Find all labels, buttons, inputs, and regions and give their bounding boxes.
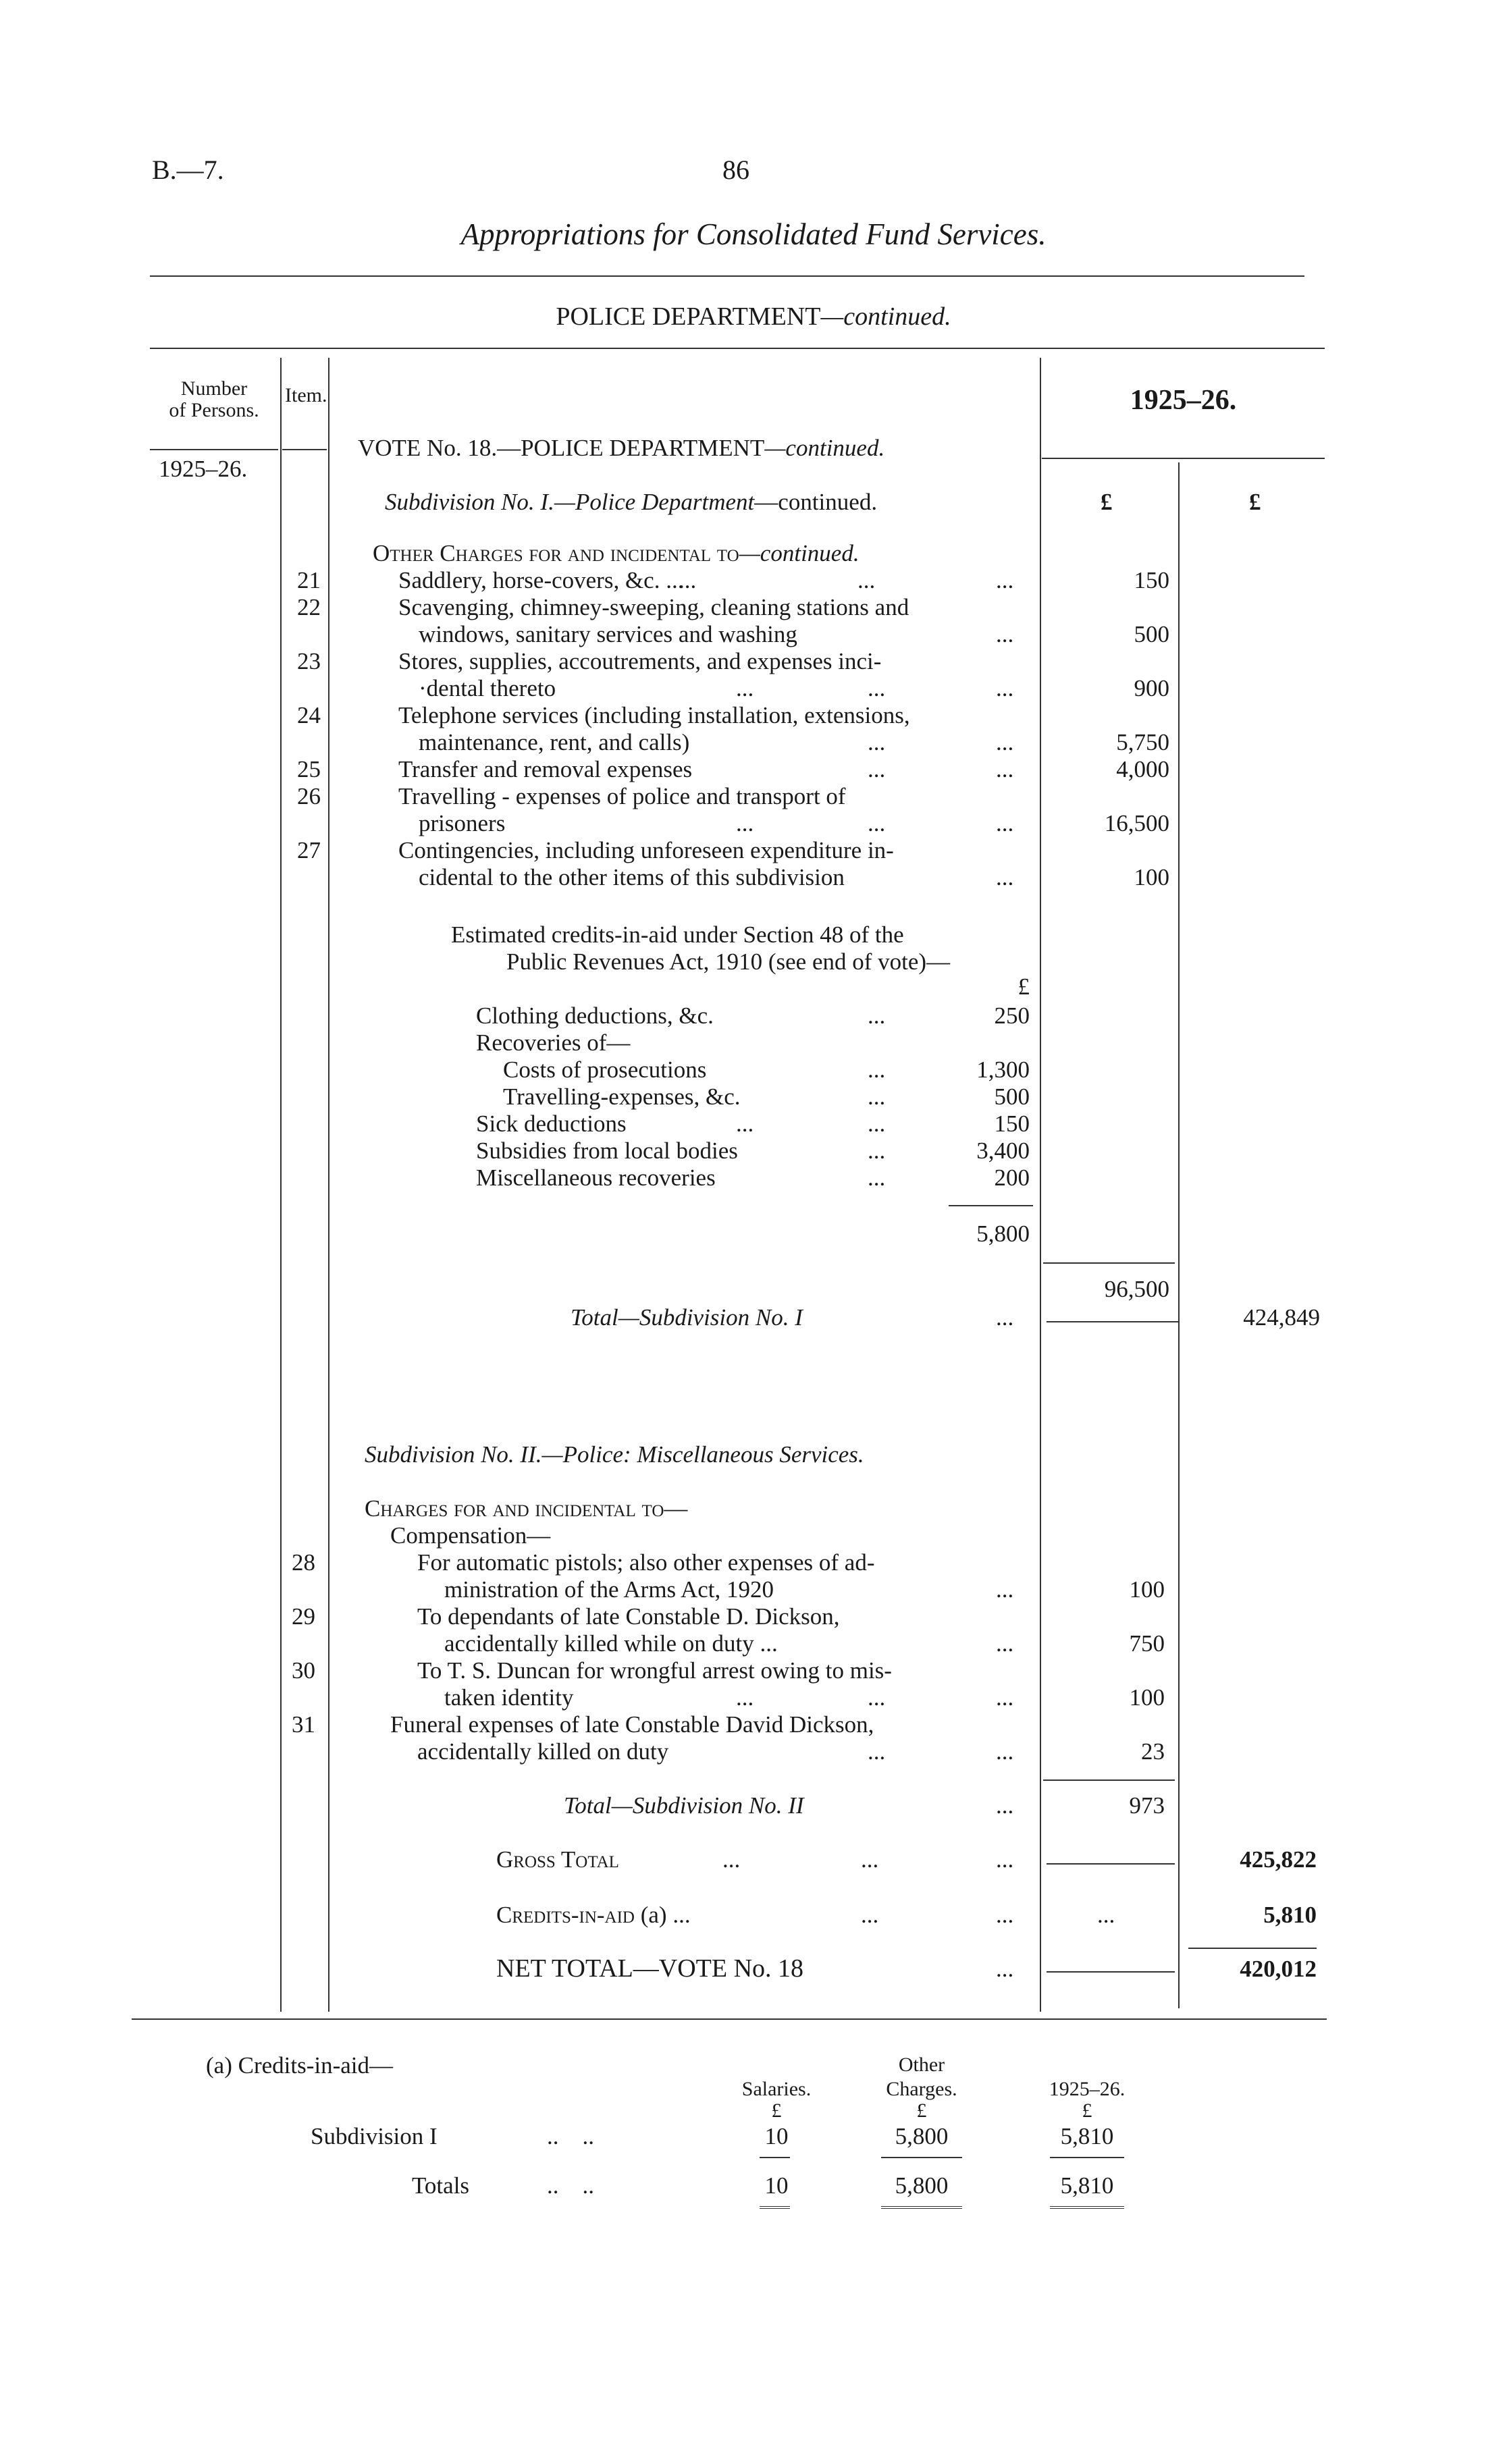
- footnote-col-other-1: Other: [898, 2054, 945, 2076]
- item-description: Contingencies, including unforeseen expenditure in-: [398, 837, 894, 863]
- leader-dots: ...: [996, 1956, 1014, 1982]
- footnote-double-rule: [1050, 2206, 1124, 2209]
- sub1-total-amount: 96,500: [1104, 1276, 1169, 1302]
- item-description-cont: maintenance, rent, and calls): [419, 729, 690, 755]
- item-description: Stores, supplies, accoutrements, and expenses inci-: [398, 648, 882, 674]
- credit-amount: 3,400: [976, 1137, 1030, 1164]
- footnote-salaries: 10: [764, 2123, 789, 2149]
- leader-dots: ...: [996, 756, 1014, 782]
- credit-amount: 1,300: [976, 1056, 1030, 1083]
- credit-label: Sick deductions: [476, 1110, 627, 1137]
- vote-title: VOTE No. 18.—POLICE DEPARTMENT—continued.: [358, 435, 885, 461]
- item-number: 25: [297, 756, 321, 782]
- credits-in-aid-amount: 5,810: [1263, 1902, 1317, 1928]
- leader-dots: .. ..: [547, 2123, 594, 2149]
- leader-dots: ...: [868, 756, 886, 782]
- footnote-pound: £: [771, 2099, 782, 2122]
- footnote-other: 5,800: [895, 2172, 949, 2199]
- item-amount: 100: [1129, 1684, 1165, 1711]
- header-rule: [150, 275, 1304, 277]
- footnote-col-year: 1925–26.: [1049, 2078, 1126, 2100]
- leader-dots: ...: [736, 1684, 754, 1711]
- footnote-rule: [881, 2157, 962, 2158]
- item-description: Telephone services (including installation, extensions,: [398, 702, 910, 728]
- leader-dots: ...: [996, 1304, 1014, 1331]
- leader-dots: ...: [996, 621, 1014, 647]
- column-divider-item: [328, 358, 329, 2012]
- table-top-rule: [150, 348, 1325, 349]
- leader-dots: ...: [722, 1846, 741, 1873]
- subdivision-ii-title: Subdivision No. II.—Police: Miscellaneous Services.: [365, 1441, 864, 1468]
- footnote-label: (a) Credits-in-aid—: [206, 2052, 393, 2079]
- page-reference: B.—7.: [152, 155, 224, 185]
- persons-year: 1925–26.: [159, 456, 248, 482]
- credit-amount: 250: [994, 1002, 1030, 1029]
- item-number: 27: [297, 837, 321, 863]
- item-description-cont: ·dental thereto: [419, 675, 556, 701]
- pound-header-2: £: [1249, 489, 1261, 515]
- leader-dots: ...: [868, 810, 886, 836]
- net-top-rule: [1188, 1948, 1317, 1949]
- footnote-double-rule: [881, 2206, 962, 2209]
- item-description-cont: ministration of the Arms Act, 1920: [444, 1576, 774, 1603]
- leader-dots: ...: [868, 1738, 886, 1765]
- pound-header-1: £: [1101, 489, 1113, 515]
- leader-dots: ...: [996, 729, 1014, 755]
- item-description: To T. S. Duncan for wrongful arrest owing to mis-: [417, 1657, 892, 1684]
- credit-label: Recoveries of—: [476, 1029, 631, 1056]
- item-number: 28: [292, 1549, 315, 1576]
- leader-dots: ...: [736, 810, 754, 836]
- gross-total-label: Gross Total: [496, 1846, 619, 1873]
- item-amount: 750: [1129, 1630, 1165, 1657]
- item-number: 23: [297, 648, 321, 674]
- credit-amount: 500: [994, 1083, 1030, 1110]
- leader-dots: ...: [996, 1576, 1014, 1603]
- item-amount: 16,500: [1104, 810, 1169, 836]
- column-divider-persons: [280, 358, 282, 2012]
- page-number: 86: [722, 155, 749, 185]
- footnote-salaries: 10: [764, 2172, 789, 2199]
- leader-dots: ...: [868, 1056, 886, 1083]
- leader-dots: ...: [868, 675, 886, 701]
- other-charges-heading: Other Charges for and incidental to—continued.: [373, 540, 860, 566]
- credit-amount: 200: [994, 1164, 1030, 1191]
- item-number: 31: [292, 1711, 315, 1738]
- leader-dots: ...: [996, 864, 1014, 890]
- year-header: 1925–26.: [1130, 385, 1237, 416]
- column-divider-amount: [1178, 462, 1180, 2008]
- leader-dots: ...: [868, 1083, 886, 1110]
- footnote-year: 5,810: [1060, 2123, 1114, 2149]
- item-amount: 900: [1134, 675, 1169, 701]
- footnote-pound: £: [1082, 2099, 1092, 2122]
- net-dash: [1047, 1971, 1175, 1973]
- sub2-charges-heading: Charges for and incidental to—: [365, 1495, 688, 1522]
- credits-sum-rule: [949, 1205, 1033, 1206]
- item-description-cont: windows, sanitary services and washing: [419, 621, 797, 647]
- leader-dots: ...: [996, 1630, 1014, 1657]
- credit-label: Costs of prosecutions: [503, 1056, 707, 1083]
- item-description: Travelling - expenses of police and transport of: [398, 783, 846, 809]
- item-amount: 100: [1134, 864, 1169, 890]
- number-of-persons-header: Number of Persons.: [169, 377, 259, 421]
- footnote-row-label: Subdivision I: [311, 2123, 438, 2149]
- credit-label: Clothing deductions, &c.: [476, 1002, 714, 1029]
- item-description-cont: cidental to the other items of this subdivision: [419, 864, 845, 890]
- leader-dots: ...: [868, 1002, 886, 1029]
- footnote-year: 5,810: [1060, 2172, 1114, 2199]
- subdivision-i-title: Subdivision No. I.—Police Department—continued.: [385, 489, 878, 515]
- leader-dots: ...: [868, 1110, 886, 1137]
- item-description-cont: accidentally killed on duty: [417, 1738, 669, 1765]
- net-total-label: NET TOTAL—VOTE No. 18: [496, 1954, 804, 1983]
- leader-dots: ...: [996, 675, 1014, 701]
- leader-dots: .. ..: [547, 2172, 594, 2199]
- credit-label: Subsidies from local bodies: [476, 1137, 738, 1164]
- sub2-total-amount: 973: [1129, 1792, 1165, 1819]
- leader-dots: ...: [679, 567, 697, 593]
- credits-in-aid-label: Credits-in-aid (a) ...: [496, 1902, 691, 1928]
- footnote-double-rule: [760, 2206, 790, 2209]
- table-bottom-rule: [132, 2018, 1327, 2020]
- leader-dots: ...: [868, 1164, 886, 1191]
- item-description-cont: accidentally killed while on duty ...: [444, 1630, 778, 1657]
- footnote-col-other-2: Charges.: [886, 2078, 957, 2100]
- item-header: Item.: [285, 384, 327, 406]
- item-description: Funeral expenses of late Constable David Dickson,: [390, 1711, 874, 1738]
- persons-header-rule: [150, 449, 278, 450]
- sub2-total-label: Total—Subdivision No. II: [564, 1792, 804, 1819]
- item-description: Saddlery, horse-covers, &c. ...: [398, 567, 684, 593]
- leader-dots: ...: [736, 675, 754, 701]
- leader-dots: ...: [996, 1684, 1014, 1711]
- item-description: For automatic pistols; also other expenses of ad-: [417, 1549, 875, 1576]
- department-heading: POLICE DEPARTMENT—continued.: [556, 302, 951, 331]
- compensation-heading: Compensation—: [390, 1522, 551, 1549]
- item-number: 22: [297, 594, 321, 620]
- leader-dots: ...: [996, 1792, 1014, 1819]
- credit-label: Miscellaneous recoveries: [476, 1164, 716, 1191]
- leader-dots: ...: [857, 567, 876, 593]
- credits-pound-sign: £: [1017, 973, 1030, 1000]
- credits-total: 5,800: [976, 1221, 1030, 1247]
- footnote-col-salaries: Salaries.: [741, 2078, 812, 2100]
- item-description-cont: prisoners: [419, 810, 506, 836]
- leader-dots: ...: [861, 1846, 879, 1873]
- sub1-total-rule: [1047, 1321, 1178, 1322]
- footnote-row-label: Totals: [412, 2172, 470, 2199]
- sub1-sum-rule: [1043, 1262, 1175, 1264]
- item-description-cont: taken identity: [444, 1684, 574, 1711]
- column-divider-details: [1040, 358, 1041, 2012]
- leader-dots: ...: [868, 729, 886, 755]
- item-amount: 5,750: [1116, 729, 1169, 755]
- leader-dots: ...: [996, 810, 1014, 836]
- item-amount: 23: [1141, 1738, 1165, 1765]
- item-description: Transfer and removal expenses: [398, 756, 693, 782]
- item-amount: 4,000: [1116, 756, 1169, 782]
- item-number: 21: [297, 567, 321, 593]
- footnote-rule: [760, 2157, 790, 2158]
- item-description: Scavenging, chimney-sweeping, cleaning stations and: [398, 594, 909, 620]
- item-amount: 100: [1129, 1576, 1165, 1603]
- footnote-rule: [1050, 2157, 1124, 2158]
- gross-dash: [1047, 1863, 1175, 1865]
- leader-dots: ...: [861, 1902, 879, 1928]
- page-title: Appropriations for Consolidated Fund Services.: [460, 217, 1047, 251]
- item-description: To dependants of late Constable D. Dickson,: [417, 1603, 840, 1630]
- leader-dots: ...: [736, 1110, 754, 1137]
- item-number: 24: [297, 702, 321, 728]
- year-header-rule: [1042, 458, 1325, 459]
- sub1-vote-amount: 424,849: [1243, 1304, 1320, 1331]
- leader-dots: ...: [868, 1137, 886, 1164]
- item-number: 29: [292, 1603, 315, 1630]
- sub2-sum-rule: [1043, 1779, 1175, 1781]
- sub1-total-label: Total—Subdivision No. I: [571, 1304, 803, 1331]
- credits-estimate-line2: Public Revenues Act, 1910 (see end of vote)—: [506, 948, 951, 975]
- credit-amount: 150: [994, 1110, 1030, 1137]
- item-amount: 500: [1134, 621, 1169, 647]
- footnote-pound: £: [916, 2099, 927, 2122]
- item-number: 30: [292, 1657, 315, 1684]
- credits-mid-dots: ...: [1097, 1902, 1115, 1928]
- net-total-amount: 420,012: [1240, 1956, 1317, 1982]
- item-header-rule: [282, 449, 327, 450]
- credit-label: Travelling-expenses, &c.: [503, 1083, 741, 1110]
- leader-dots: ...: [996, 1846, 1014, 1873]
- footnote-other: 5,800: [895, 2123, 949, 2149]
- leader-dots: ...: [996, 567, 1014, 593]
- credits-estimate-line1: Estimated credits-in-aid under Section 48 of the: [451, 921, 904, 948]
- item-amount: 150: [1134, 567, 1169, 593]
- item-number: 26: [297, 783, 321, 809]
- leader-dots: ...: [868, 1684, 886, 1711]
- leader-dots: ...: [996, 1738, 1014, 1765]
- leader-dots: ...: [996, 1902, 1014, 1928]
- gross-total-amount: 425,822: [1240, 1846, 1317, 1873]
